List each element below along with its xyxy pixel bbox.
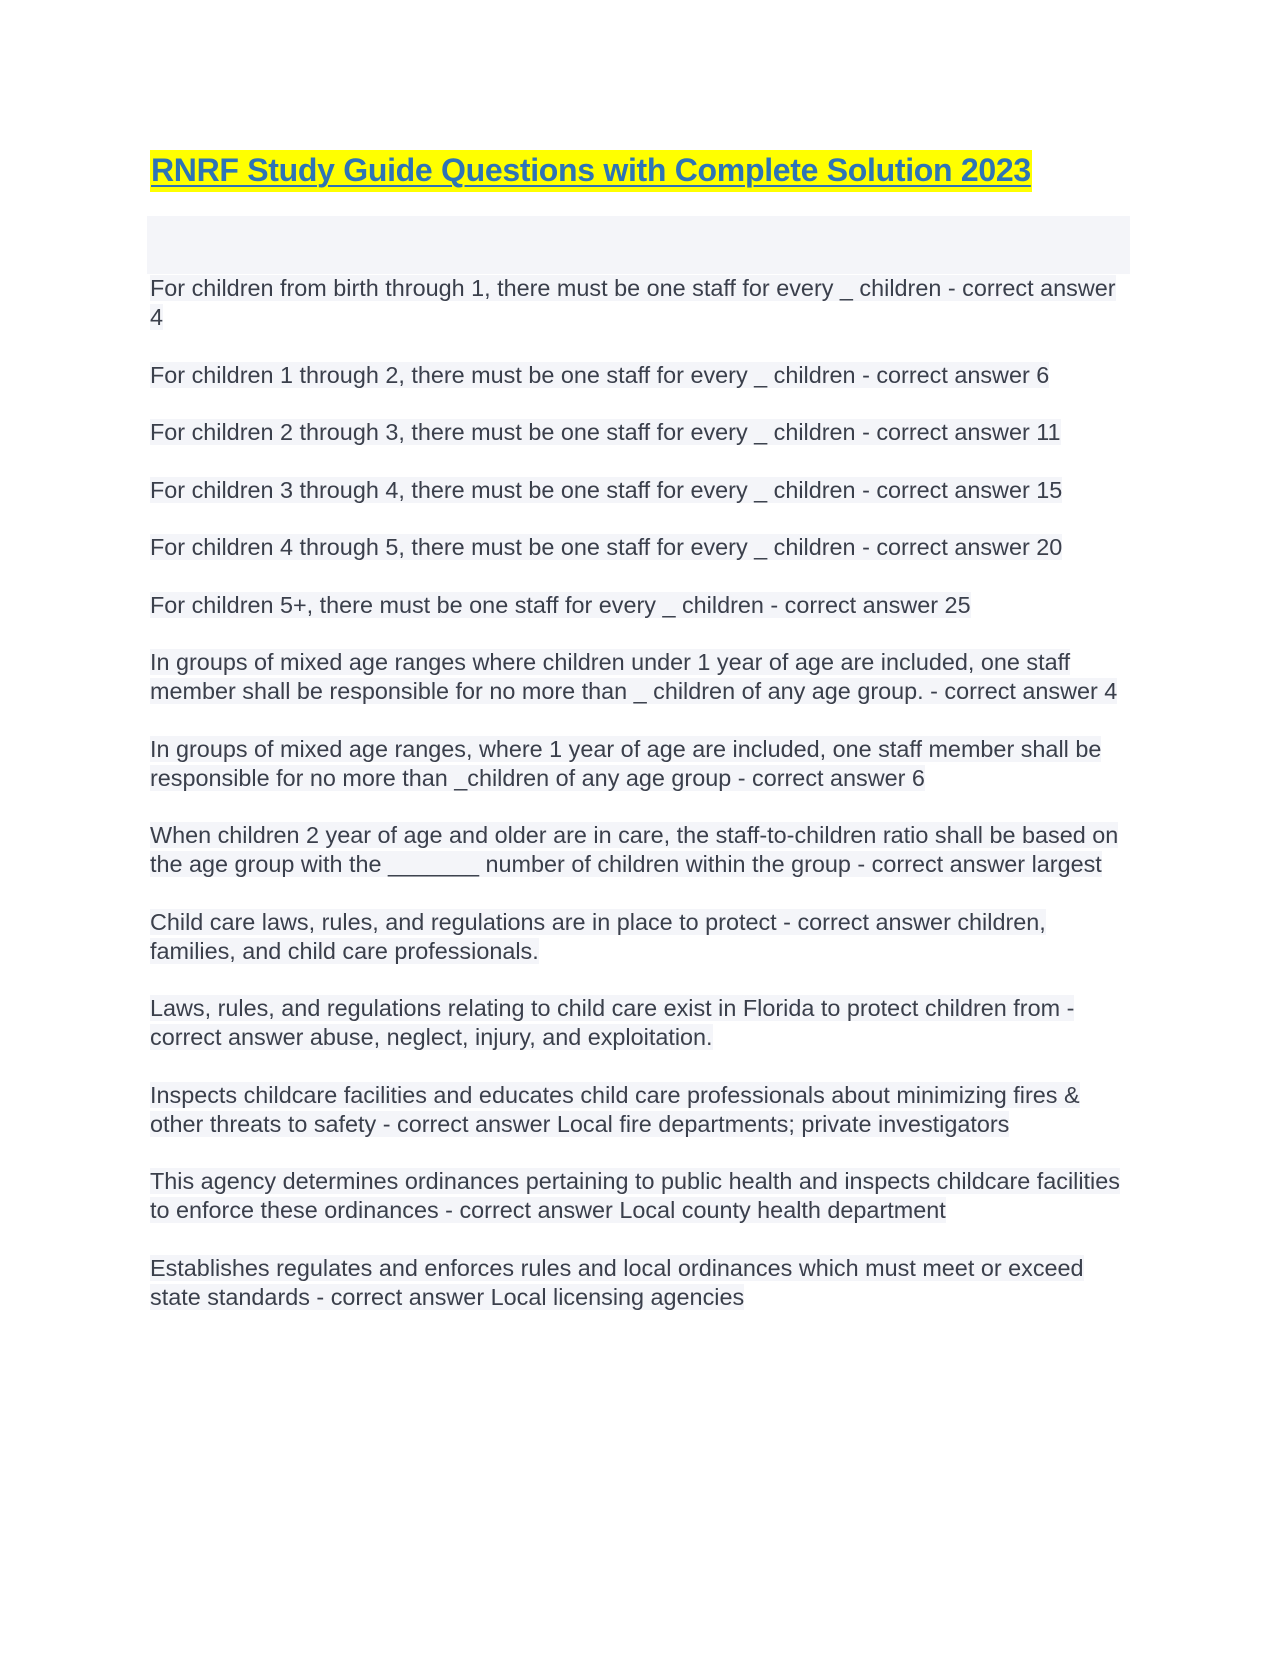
qa-text: For children 1 through 2, there must be one staff for every _ children - correct answer 6 xyxy=(150,361,1050,388)
qa-text: This agency determines ordinances pertaining to public health and inspects childcare facilities to enforce these ordinances - correct answer Local county health department xyxy=(150,1168,1120,1223)
qa-text: For children 4 through 5, there must be one staff for every _ children - correct answer 20 xyxy=(150,534,1063,560)
qa-text: For children from birth through 1, there must be one staff for every _ children - correct answer 4 xyxy=(150,275,1116,330)
qa-text: In groups of mixed age ranges, where 1 year of age are included, one staff member shall be responsible for no more than _children of any age group - correct answer 6 xyxy=(150,735,1102,791)
qa-text: For children 5+, there must be one staff for every _ children - correct answer 25 xyxy=(150,591,971,618)
qa-item xyxy=(150,418,1130,447)
qa-item xyxy=(150,274,1130,332)
qa-item xyxy=(150,994,1130,1052)
qa-text: For children 2 through 3, there must be one staff for every _ children - correct answer 11 xyxy=(150,419,1061,445)
qa-text: Establishes regulates and enforces rules and local ordinances which must meet or exceed state standards - correct answer Local licensing agencies xyxy=(150,1254,1084,1310)
qa-list xyxy=(150,274,1130,1340)
qa-text: For children 3 through 4, there must be one staff for every _ children - correct answer 15 xyxy=(150,476,1063,503)
qa-item xyxy=(150,533,1130,562)
qa-text: In groups of mixed age ranges where children under 1 year of age are included, one staff member shall be responsible for no more than _ children of any age group. - correct answer 4 xyxy=(150,649,1118,704)
document-title xyxy=(150,150,1032,190)
shaded-blank-line xyxy=(147,216,1130,274)
qa-item xyxy=(150,648,1130,706)
qa-item xyxy=(150,1167,1130,1225)
qa-text: Inspects childcare facilities and educates child care professionals about minimizing fires & other threats to safety - correct answer Local fire departments; private investigators xyxy=(150,1081,1080,1137)
qa-item xyxy=(150,1254,1130,1312)
qa-text: Child care laws, rules, and regulations are in place to protect - correct answer children, families, and child care professionals. xyxy=(150,908,1046,964)
qa-item xyxy=(150,591,1130,620)
qa-item xyxy=(150,821,1130,879)
qa-text: Laws, rules, and regulations relating to child care exist in Florida to protect children from - correct answer abuse, neglect, injury, and exploitation. xyxy=(150,995,1075,1050)
qa-item xyxy=(150,908,1130,966)
qa-item xyxy=(150,735,1130,793)
qa-text: When children 2 year of age and older are in care, the staff-to-children ratio shall be based on the age group with the _______ number of children within the group - correct answer largest xyxy=(150,822,1119,877)
qa-item xyxy=(150,1081,1130,1139)
qa-item xyxy=(150,476,1130,505)
qa-item xyxy=(150,361,1130,390)
document-title-text: RNRF Study Guide Questions with Complete Solution 2023 xyxy=(150,150,1032,192)
